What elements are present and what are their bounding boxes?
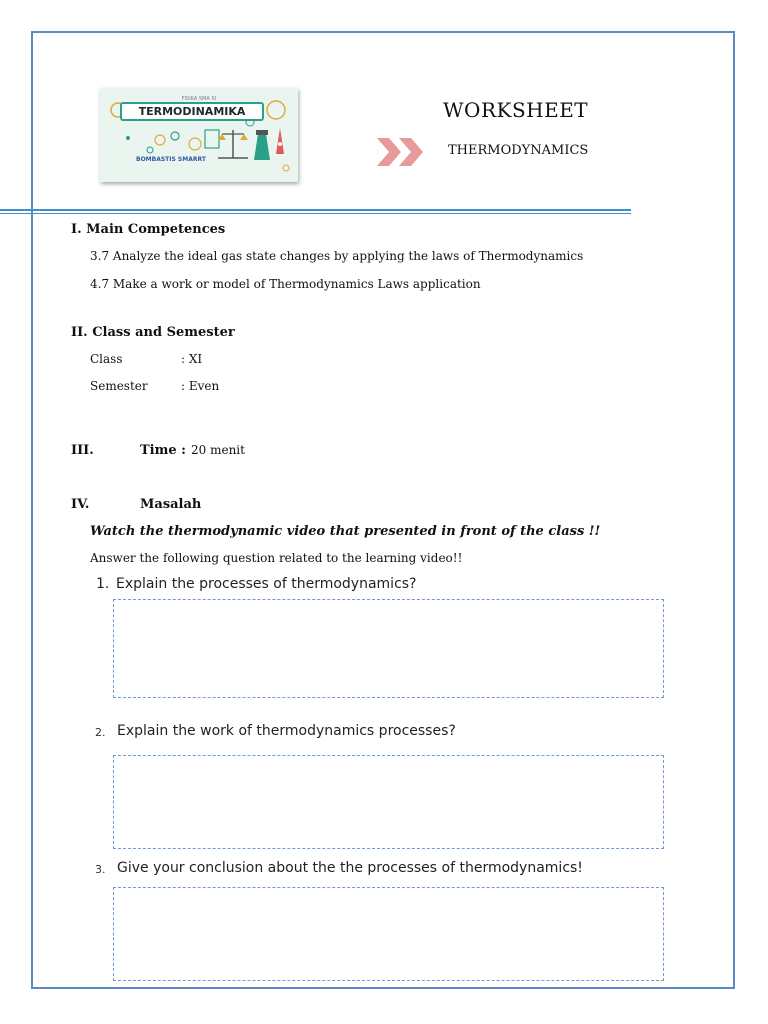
problem-intro: Answer the following question related to the learning video!! bbox=[90, 551, 463, 565]
question-number: 2. bbox=[95, 726, 106, 739]
termodinamika-logo bbox=[100, 88, 298, 182]
logo-title: TERMODINAMIKA bbox=[120, 102, 264, 121]
class-value: : XI bbox=[181, 352, 203, 366]
worksheet-title: WORKSHEET bbox=[443, 98, 589, 122]
problem-number: IV. bbox=[71, 497, 90, 512]
logo-tagline: BOMBASTIS SMARRT bbox=[136, 156, 206, 163]
class-label: Class bbox=[90, 352, 123, 366]
competences-heading: I. Main Competences bbox=[71, 222, 226, 237]
time-label: Time : bbox=[140, 443, 186, 458]
answer-box-1[interactable] bbox=[113, 599, 664, 698]
semester-value: : Even bbox=[181, 379, 220, 393]
semester-label: Semester bbox=[90, 379, 148, 393]
worksheet-subtitle: THERMODYNAMICS bbox=[448, 143, 589, 158]
answer-box-3[interactable] bbox=[113, 887, 664, 981]
question-text: Explain the work of thermodynamics processes? bbox=[117, 723, 456, 739]
problem-label: Masalah bbox=[140, 497, 202, 512]
time-value: 20 menit bbox=[191, 443, 245, 457]
competence-item: 4.7 Make a work or model of Thermodynamics Laws application bbox=[90, 277, 481, 291]
chevron-arrows-icon bbox=[375, 136, 427, 168]
question-text: Explain the processes of thermodynamics? bbox=[116, 576, 417, 592]
problem-instruction: Watch the thermodynamic video that presented in front of the class !! bbox=[90, 524, 601, 539]
competence-item: 3.7 Analyze the ideal gas state changes by applying the laws of Thermodynamics bbox=[90, 249, 584, 263]
question-number: 1. bbox=[96, 576, 110, 592]
question-number: 3. bbox=[95, 863, 106, 876]
time-number: III. bbox=[71, 443, 94, 458]
logo-subtitle: FISIKA SMA XI bbox=[181, 96, 217, 102]
question-text: Give your conclusion about the the processes of thermodynamics! bbox=[117, 860, 583, 876]
class-semester-heading: II. Class and Semester bbox=[71, 325, 235, 340]
header-divider bbox=[0, 209, 631, 214]
answer-box-2[interactable] bbox=[113, 755, 664, 849]
